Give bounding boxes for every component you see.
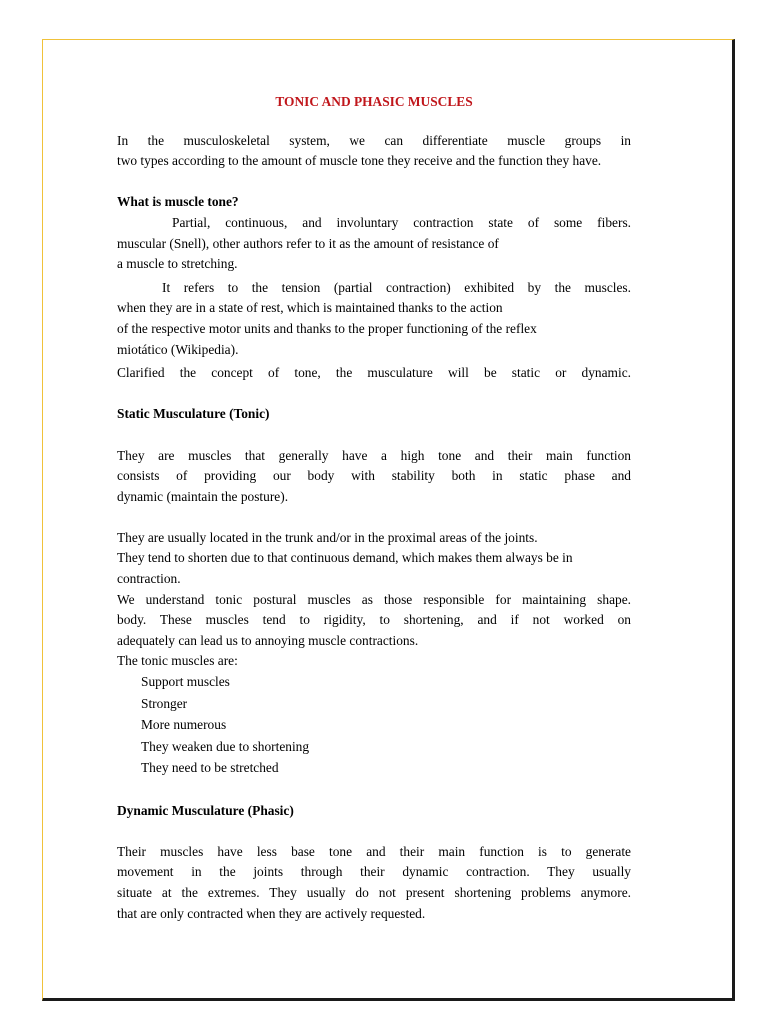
paragraph-line: They tend to shorten due to that continuous demand, which makes them always be in [117, 550, 573, 566]
list-item: They weaken due to shortening [141, 738, 310, 754]
bullet-box-icon [117, 213, 172, 234]
list-item: Stronger [141, 695, 188, 711]
intro-paragraph [117, 131, 631, 172]
section-heading-dynamic: Dynamic Musculature (Phasic) [117, 802, 294, 818]
paragraph-line: They are muscles that generally have a high tone and their main function [117, 447, 631, 463]
static-paragraph-2 [117, 528, 631, 672]
intro-line: In the musculoskeletal system, we can differentiate muscle groups in [117, 132, 631, 148]
list-item: More numerous [141, 717, 227, 733]
paragraph-line: contraction. [117, 571, 181, 587]
tone-bullet-2 [117, 278, 631, 299]
tone-clarified: Clarified the concept of tone, the musculature will be static or dynamic. [117, 365, 631, 381]
paragraph-line: The tonic muscles are: [117, 653, 238, 669]
tonic-muscles-list [117, 672, 631, 780]
bullet-text: of the respective motor units and thanks to the proper functioning of the reflex [117, 320, 537, 336]
paragraph-line: movement in the joints through their dynamic contraction. They usually [117, 864, 631, 880]
static-paragraph-1 [117, 446, 631, 508]
paragraph-line: dynamic (maintain the posture). [117, 488, 289, 504]
paragraph-line: that are only contracted when they are actively requested. [117, 905, 426, 921]
document-title: TONIC AND PHASIC MUSCLES [275, 94, 473, 109]
paragraph-line: situate at the extremes. They usually do not present shortening problems anymore. [117, 884, 631, 900]
dynamic-paragraph-1 [117, 842, 631, 924]
section-heading-tone: What is muscle tone? [117, 194, 239, 210]
paragraph-line: adequately can lead us to annoying muscle contractions. [117, 632, 419, 648]
bullet-text: Partial, continuous, and involuntary contraction state of some fibers. [172, 214, 631, 230]
paragraph-line: We understand tonic postural muscles as those responsible for maintaining shape. [117, 591, 631, 607]
bullet-box-icon [117, 278, 162, 299]
document-body [117, 92, 631, 924]
intro-line: two types according to the amount of muscle tone they receive and the function they have. [117, 153, 602, 169]
bullet-text: muscular (Snell), other authors refer to it as the amount of resistance of [117, 235, 499, 251]
list-item: They need to be stretched [141, 760, 279, 776]
section-heading-static: Static Musculature (Tonic) [117, 406, 270, 422]
list-item: Support muscles [141, 674, 230, 690]
bullet-text: miotático (Wikipedia). [117, 341, 239, 357]
bullet-text: a muscle to stretching. [117, 256, 238, 272]
bullet-text: It refers to the tension (partial contraction) exhibited by the muscles. [162, 279, 631, 295]
bullet-text: when they are in a state of rest, which is maintained thanks to the action [117, 300, 503, 316]
tone-bullet-1 [117, 213, 631, 234]
paragraph-line: They are usually located in the trunk and/or in the proximal areas of the joints. [117, 529, 538, 545]
paragraph-line: Their muscles have less base tone and their main function is to generate [117, 843, 631, 859]
paragraph-line: body. These muscles tend to rigidity, to shortening, and if not worked on [117, 612, 631, 628]
paragraph-line: consists of providing our body with stability both in static phase and [117, 468, 631, 484]
